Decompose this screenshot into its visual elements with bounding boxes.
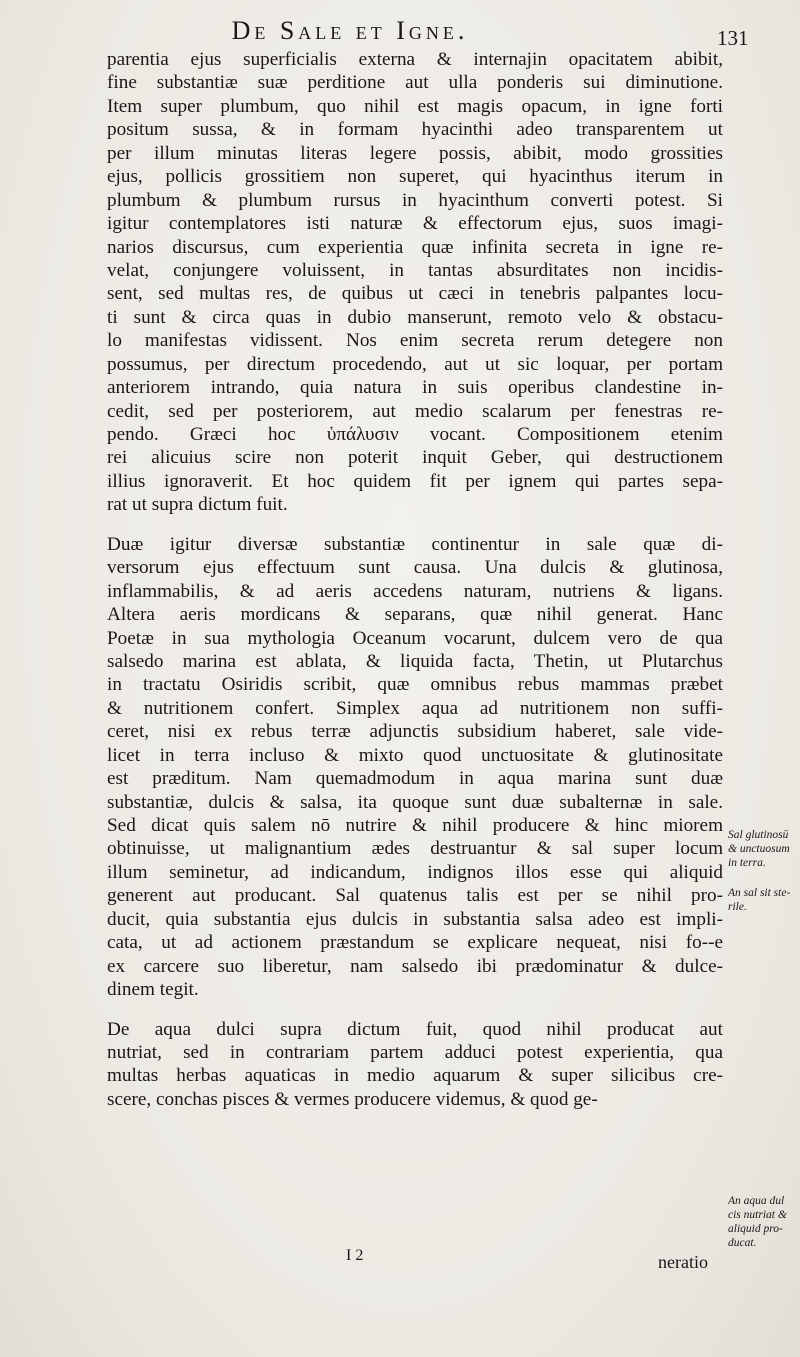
margin-note-line: in terra. xyxy=(728,857,766,869)
body-text xyxy=(107,48,723,1111)
text-line: Duæ igitur diversæ substantiæ continentur in sale quæ di- xyxy=(107,533,723,555)
margin-note xyxy=(728,1194,800,1250)
text-line: velat, conjungere voluissent, in tantas absurditates non incidis- xyxy=(107,259,723,281)
text-line: Item super plumbum, quo nihil est magis opacum, in igne forti xyxy=(107,95,723,117)
text-line: nutriat, sed in contrariam partem adduci potest experientia, qua xyxy=(107,1041,723,1063)
text-line: generent aut producant. Sal quatenus talis est per se nihil pro- xyxy=(107,885,723,907)
paragraph-gap xyxy=(107,517,723,533)
text-line: versorum ejus effectuum sunt causa. Una dulcis & glutinosa, xyxy=(107,557,723,579)
text-line: ducit, quia substantia ejus dulcis in substantia salsa adeo est impli- xyxy=(107,908,723,930)
margin-note-line: rile. xyxy=(728,901,747,913)
paragraph-gap xyxy=(107,1002,723,1018)
text-line: positum sussa, & in formam hyacinthi adeo transparentem ut xyxy=(107,119,723,141)
text-line: cata, ut ad actionem præstandum se explicare nequeat, nisi fo--e xyxy=(107,932,723,954)
paragraph xyxy=(107,48,723,517)
text-line: rat ut supra dictum fuit. xyxy=(107,494,288,516)
text-line: igitur contemplatores isti naturæ & effectorum ejus, suos imagi- xyxy=(107,213,723,235)
text-line: cedit, sed per posteriorem, aut medio scalarum per fenestras re- xyxy=(107,400,723,422)
signature-mark: I 2 xyxy=(346,1247,364,1264)
text-line: sent, sed multas res, de quibus ut cæci in tenebris palpantes locu- xyxy=(107,283,723,305)
text-line: ceret, nisi ex rebus terræ adjunctis subsidium haberet, sale vide- xyxy=(107,721,723,743)
margin-note xyxy=(728,886,800,914)
text-line: per illum minutas literas legere possis, abibit, modo grossities xyxy=(107,142,723,164)
margin-note xyxy=(728,828,800,870)
text-line: parentia ejus superficialis externa & internajin opacitatem abibit, xyxy=(107,49,723,70)
text-line: illius ignoraverit. Et hoc quidem fit per ignem qui partes sepa- xyxy=(107,470,723,492)
text-line: salsedo marina est ablata, & liquida facta, Thetin, ut Plutarchus xyxy=(107,650,723,672)
text-line: & nutritionem confert. Simplex aqua ad nutritionem non suffi- xyxy=(107,697,723,719)
paragraph xyxy=(107,1018,723,1112)
margin-notes xyxy=(728,828,800,930)
text-line: dinem tegit. xyxy=(107,979,199,1001)
text-line: plumbum & plumbum rursus in hyacinthum converti potest. Si xyxy=(107,189,723,211)
catchword: neratio xyxy=(658,1252,708,1272)
text-line: pendo. Græci hoc ὑπάλυσιν vocant. Compositionem etenim xyxy=(107,424,723,445)
page-number: 131 xyxy=(717,26,749,50)
running-title: De Sale et Igne. xyxy=(231,16,469,45)
text-line: lo manifestas vidissent. Nos enim secreta rerum detegere non xyxy=(107,330,723,352)
text-line: narios discursus, cum experientia quæ infinita secreta in igne re- xyxy=(107,236,723,258)
margin-note-line: An sal sit ste- xyxy=(728,887,791,899)
text-line: in tractatu Osiridis scribit, quæ omnibus rebus mammas præbet xyxy=(107,674,723,696)
margin-note-line: cis nutriat & xyxy=(728,1209,787,1221)
text-line: multas herbas aquaticas in medio aquarum & super silicibus cre- xyxy=(107,1065,723,1087)
text-line: Sed dicat quis salem nō nutrire & nihil producere & hinc miorem xyxy=(107,815,723,836)
text-line: possumus, per directum procedendo, aut ut sic loquar, per portam xyxy=(107,353,723,375)
text-line: est præditum. Nam quemadmodum in aqua marina sunt duæ xyxy=(107,768,723,790)
text-line: anteriorem intrando, quia natura in suis operibus clandestine in- xyxy=(107,377,723,399)
text-line: obtinuisse, ut malignantium ædes destruantur & sal super locum xyxy=(107,838,723,860)
margin-note-line: Sal glutinosū xyxy=(728,829,789,841)
text-line: fine substantiæ suæ perditione aut ulla ponderis sui diminutione. xyxy=(107,72,723,94)
text-line: licet in terra incluso & mixto quod unctuositate & glutinositate xyxy=(107,744,723,766)
text-line: substantiæ, dulcis & salsa, ita quoque sunt duæ subalternæ in sale. xyxy=(107,791,723,813)
text-line: ejus, pollicis grossitiem non superet, qui hyacinthus iterum in xyxy=(107,166,723,188)
text-line: ti sunt & circa quas in dubio manserunt, remoto velo & obstacu- xyxy=(107,306,723,328)
paragraph xyxy=(107,533,723,1002)
text-line: rei alicuius scire non poterit inquit Geber, qui destructionem xyxy=(107,447,723,469)
text-line: De aqua dulci supra dictum fuit, quod nihil producat aut xyxy=(107,1018,723,1040)
margin-note-line: An aqua dul xyxy=(728,1195,785,1207)
margin-note-line: ducat. xyxy=(728,1237,757,1249)
margin-note-line: aliquid pro- xyxy=(728,1223,783,1235)
text-line: Poetæ in sua mythologia Oceanum vocarunt, dulcem vero de qua xyxy=(107,627,723,649)
text-line: scere, conchas pisces & vermes producere videmus, & quod ge- xyxy=(107,1088,598,1110)
text-line: illum seminetur, ad indicandum, indignos illos esse qui aliquid xyxy=(107,861,723,883)
text-line: ex carcere suo liberetur, nam salsedo ibi prædominatur & dulce- xyxy=(107,955,723,977)
text-line: Altera aeris mordicans & separans, quæ nihil generat. Hanc xyxy=(107,604,723,626)
text-line: inflammabilis, & ad aeris accedens naturam, nutriens & ligans. xyxy=(107,580,723,602)
margin-notes xyxy=(728,1194,800,1266)
margin-note-line: & unctuosum xyxy=(728,843,790,855)
